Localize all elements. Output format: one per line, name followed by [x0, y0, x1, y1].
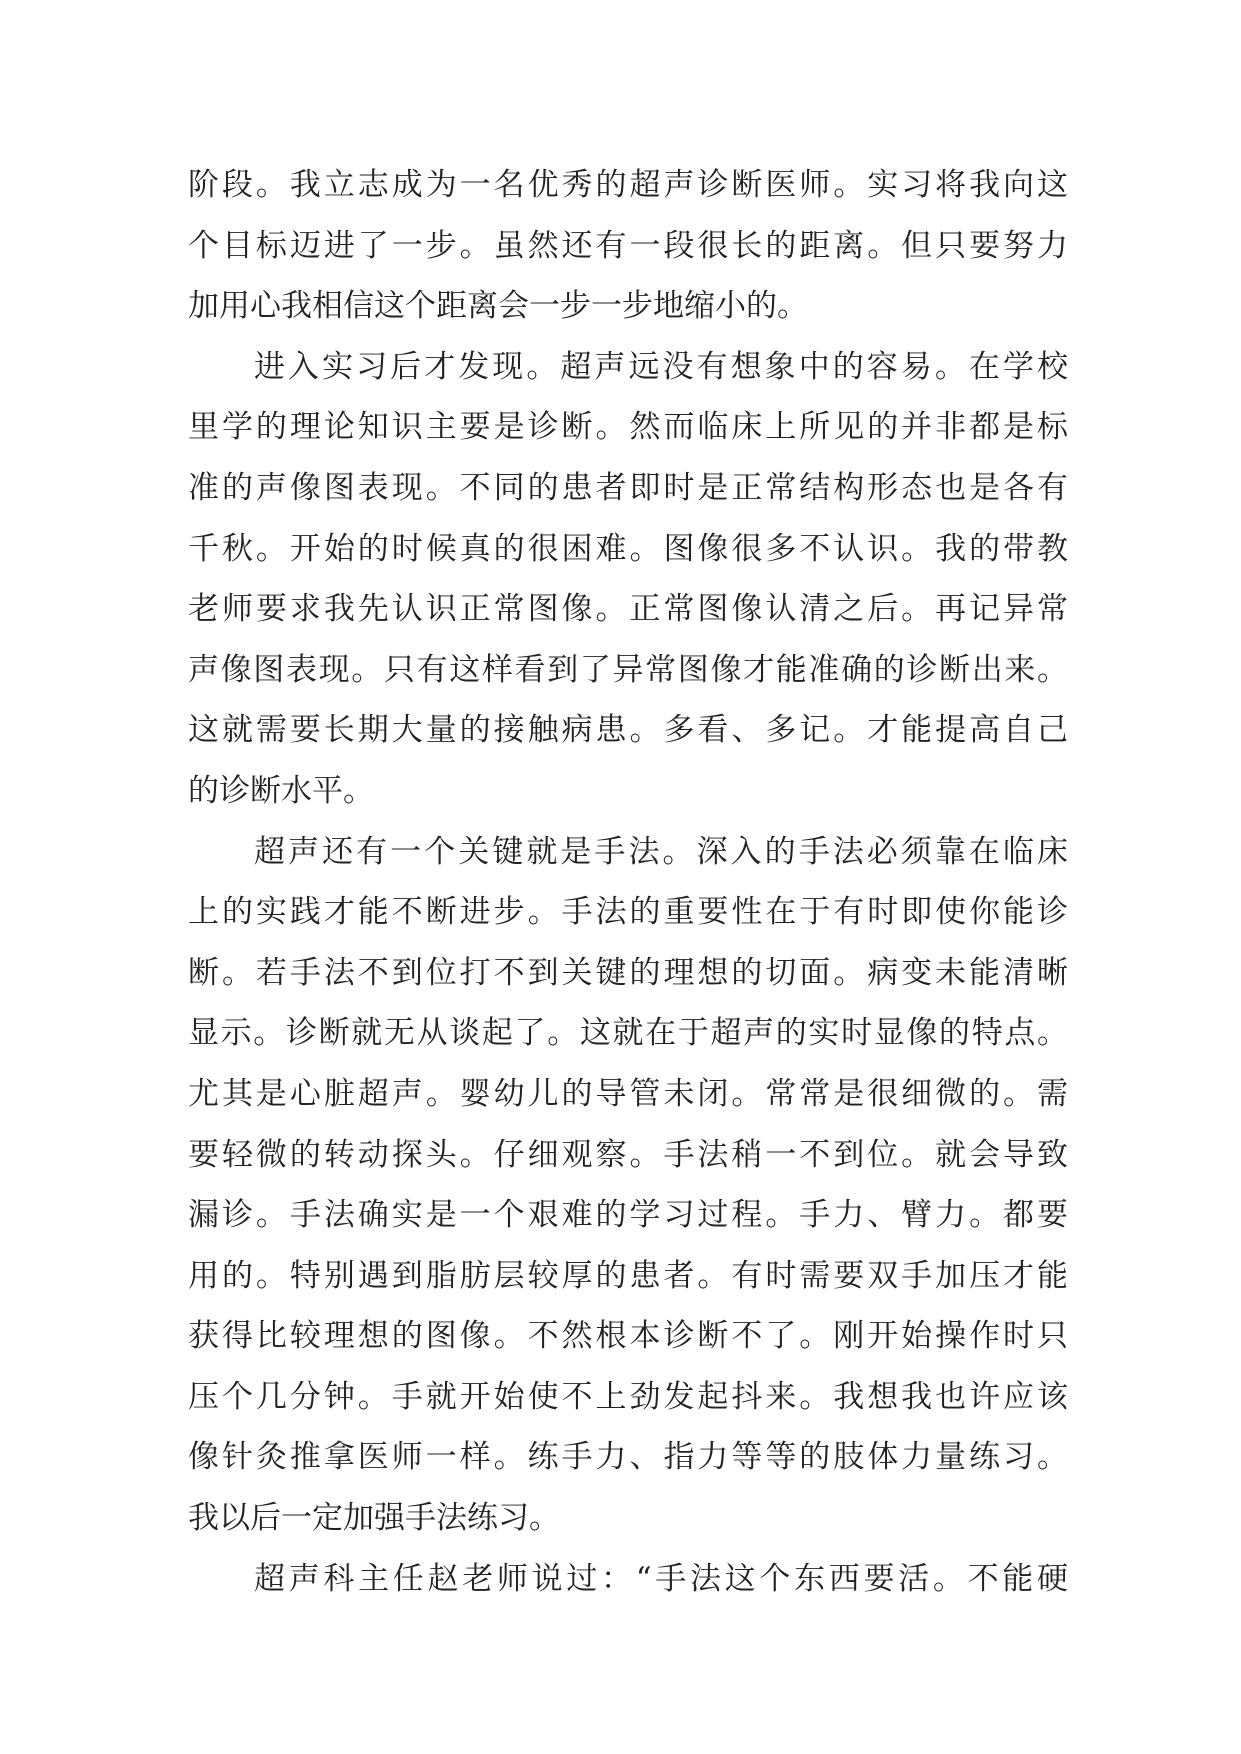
paragraph-start-line: 超声还有一个关键就是手法。深入的手法必须靠在临床: [254, 833, 1068, 870]
text-line: 漏诊。手法确实是一个艰难的学习过程。手力、臂力。都要: [188, 1197, 1068, 1234]
paragraph-start-line: 进入实习后才发现。超声远没有想象中的容易。在学校: [254, 348, 1068, 385]
text-line: 获得比较理想的图像。不然根本诊断不了。刚开始操作时只: [188, 1318, 1068, 1355]
text-line: 断。若手法不到位打不到关键的理想的切面。病变未能清晰: [188, 954, 1068, 991]
text-line: 要轻微的转动探头。仔细观察。手法稍一不到位。就会导致: [188, 1136, 1068, 1173]
text-line: 声像图表现。只有这样看到了异常图像才能准确的诊断出来。: [188, 651, 1068, 688]
text-line: 个目标迈进了一步。虽然还有一段很长的距离。但只要努力: [188, 227, 1068, 264]
text-line: 用的。特别遇到脂肪层较厚的患者。有时需要双手加压才能: [188, 1257, 1068, 1294]
text-line: 千秋。开始的时候真的很困难。图像很多不认识。我的带教: [188, 530, 1068, 567]
text-line: 压个几分钟。手就开始使不上劲发起抖来。我想我也许应该: [188, 1378, 1068, 1415]
text-line: 的诊断水平。: [188, 772, 374, 809]
text-line: 尤其是心脏超声。婴幼儿的导管未闭。常常是很细微的。需: [188, 1075, 1068, 1112]
text-line: 上的实践才能不断进步。手法的重要性在于有时即使你能诊: [188, 894, 1068, 931]
text-line: 老师要求我先认识正常图像。正常图像认清之后。再记异常: [188, 591, 1068, 628]
text-line: 像针灸推拿医师一样。练手力、指力等等的肢体力量练习。: [188, 1439, 1068, 1476]
paragraph-start-line: 超声科主任赵老师说过：“手法这个东西要活。不能硬: [254, 1560, 1068, 1597]
text-line: 准的声像图表现。不同的患者即时是正常结构形态也是各有: [188, 469, 1068, 506]
text-line: 显示。诊断就无从谈起了。这就在于超声的实时显像的特点。: [188, 1015, 1068, 1052]
text-line: 我以后一定加强手法练习。: [188, 1500, 560, 1537]
text-line: 阶段。我立志成为一名优秀的超声诊断医师。实习将我向这: [188, 167, 1068, 203]
body-text: [188, 155, 1068, 1609]
text-line: 里学的理论知识主要是诊断。然而临床上所见的并非都是标: [188, 409, 1068, 446]
text-line: 加用心我相信这个距离会一步一步地缩小的。: [188, 288, 808, 325]
text-line: 这就需要长期大量的接触病患。多看、多记。才能提高自己: [188, 712, 1068, 749]
